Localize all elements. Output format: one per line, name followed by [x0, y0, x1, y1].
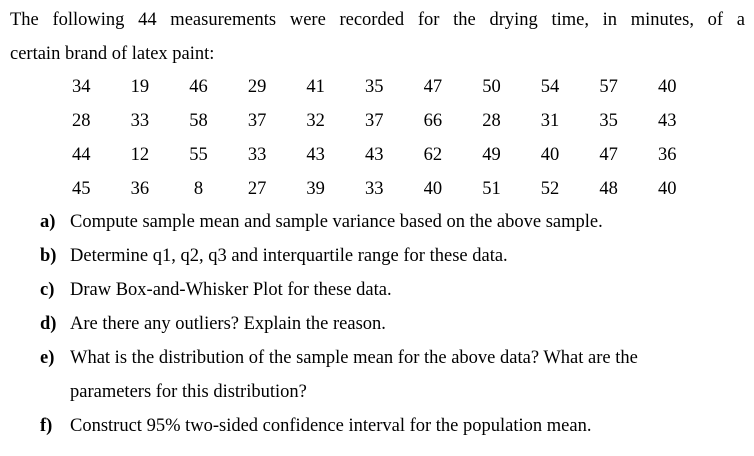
- measurement-cell: 34: [72, 76, 91, 97]
- question-letter: e): [40, 348, 55, 368]
- measurement-cell: 19: [130, 76, 150, 97]
- intro-line-1: The following 44 measurements were recorded for the drying time, in minutes, of a: [10, 10, 745, 30]
- question-e-continuation: parameters for this distribution?: [70, 382, 307, 402]
- measurement-cell: 35: [365, 76, 384, 97]
- question-letter: d): [40, 314, 57, 334]
- measurement-cell: 57: [599, 76, 618, 97]
- question-letter: b): [40, 246, 57, 266]
- measurement-cell: 31: [540, 110, 560, 131]
- question-text: Are there any outliers? Explain the reason.: [70, 314, 386, 334]
- measurement-cell: 66: [423, 110, 443, 131]
- measurement-cell: 54: [540, 76, 560, 97]
- measurement-cell: 47: [599, 144, 618, 165]
- measurement-cell: 37: [365, 110, 384, 131]
- measurement-cell: 29: [247, 76, 267, 97]
- question-text: Draw Box-and-Whisker Plot for these data.: [70, 280, 392, 300]
- question-list: [40, 205, 740, 443]
- measurement-cell: 40: [423, 178, 443, 199]
- question-text: What is the distribution of the sample mean for the above data? What are the: [70, 348, 638, 368]
- measurement-cell: 47: [423, 76, 443, 97]
- measurement-cell: 33: [247, 144, 267, 165]
- measurement-cell: 50: [482, 76, 501, 97]
- measurement-cell: 33: [130, 110, 150, 131]
- measurement-cell: 40: [657, 76, 677, 97]
- measurement-cell: 58: [189, 110, 208, 131]
- measurement-cell: 45: [72, 178, 91, 199]
- measurement-cell: 39: [306, 178, 325, 199]
- measurement-cell: 49: [482, 144, 501, 165]
- measurement-cell: 41: [306, 76, 325, 97]
- question-text: Construct 95% two-sided confidence interval for the population mean.: [70, 416, 592, 436]
- measurement-cell: 40: [657, 178, 677, 199]
- measurement-cell: 28: [482, 110, 501, 131]
- measurement-cell: 33: [365, 178, 384, 199]
- question-c: [40, 273, 740, 307]
- measurement-cell: 36: [657, 144, 677, 165]
- question-a: [40, 205, 740, 239]
- table-row: [52, 172, 697, 206]
- measurement-cell: 46: [189, 76, 208, 97]
- measurement-cell: 27: [247, 178, 267, 199]
- measurement-cell: 37: [247, 110, 267, 131]
- measurement-cell: 43: [306, 144, 325, 165]
- measurement-cell: 43: [365, 144, 384, 165]
- measurement-cell: 40: [540, 144, 560, 165]
- measurement-cell: 35: [599, 110, 618, 131]
- measurement-cell: 52: [540, 178, 560, 199]
- question-letter: c): [40, 280, 55, 300]
- measurement-cell: 62: [423, 144, 443, 165]
- measurement-cell: 32: [306, 110, 325, 131]
- measurement-cell: 28: [72, 110, 91, 131]
- measurement-cell: 36: [130, 178, 150, 199]
- table-row: [52, 138, 697, 172]
- measurements-table: [52, 70, 697, 206]
- question-b: [40, 239, 740, 273]
- intro-line-2: certain brand of latex paint:: [10, 44, 215, 64]
- question-letter: a): [40, 212, 56, 232]
- question-e: [40, 341, 740, 375]
- question-letter: f): [40, 416, 53, 436]
- measurement-cell: 55: [189, 144, 208, 165]
- table-row: [52, 104, 697, 138]
- question-text: Determine q1, q2, q3 and interquartile range for these data.: [70, 246, 508, 266]
- measurement-cell: 51: [482, 178, 501, 199]
- measurement-cell: 12: [130, 144, 150, 165]
- measurement-cell: 43: [657, 110, 677, 131]
- measurement-cell: 48: [599, 178, 618, 199]
- question-text: Compute sample mean and sample variance based on the above sample.: [70, 212, 603, 232]
- measurement-cell: 44: [72, 144, 91, 165]
- measurement-cell: 8: [193, 178, 204, 199]
- question-d: [40, 307, 740, 341]
- question-f: [40, 409, 740, 443]
- table-row: [52, 70, 697, 104]
